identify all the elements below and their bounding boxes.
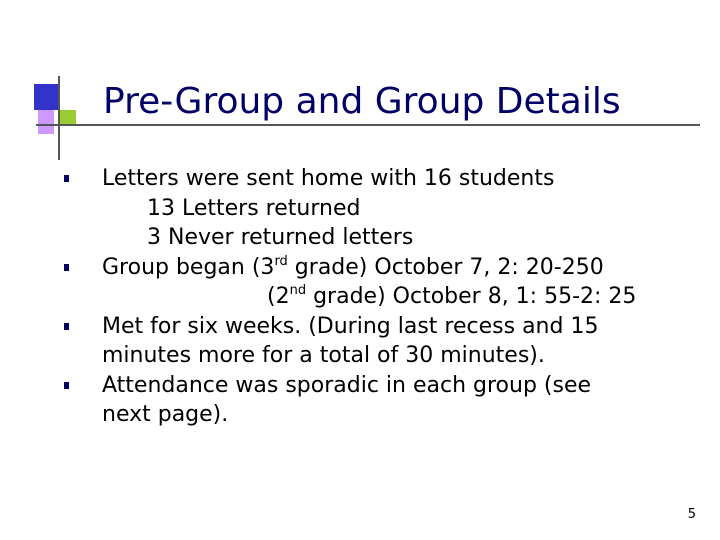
bullet-marker (64, 175, 69, 182)
bullet-text: Met for six weeks. (During last recess and 15 (102, 313, 599, 339)
bullet-item-group-began (64, 253, 704, 312)
superscript: nd (289, 283, 307, 298)
bullet-item-letters (64, 164, 704, 253)
bullet-text: next page). (102, 402, 229, 427)
bullet-text: Letters were sent home with 16 students (102, 166, 555, 191)
text-part: grade) October 8, 1: 55-2: 25 (306, 284, 637, 309)
text-part: Group began (3 (102, 254, 275, 280)
deco-horizontal-line (36, 124, 700, 126)
sub-text: 3 Never returned letters (147, 225, 414, 250)
sub-text: 13 Letters returned (147, 195, 361, 221)
bullet-list (64, 164, 704, 430)
text-part: grade) October 7, 2: 20-250 (287, 254, 604, 280)
deco-blue-square (34, 84, 60, 110)
deco-lavender-square (38, 110, 54, 134)
bullet-item-six-weeks (64, 312, 704, 371)
deco-green-square (60, 110, 76, 126)
text-part: (2 (267, 284, 290, 309)
bullet-text: Attendance was sporadic in each group (see (102, 372, 592, 398)
slide-title: Pre-Group and Group Details (103, 81, 621, 122)
bullet-text-continued (102, 282, 704, 312)
bullet-marker (64, 323, 69, 330)
bullet-marker (64, 264, 69, 271)
bullet-item-attendance (64, 371, 704, 430)
page-number: 5 (687, 507, 696, 522)
deco-vertical-line (58, 76, 60, 160)
superscript: rd (274, 253, 288, 269)
bullet-text (102, 253, 704, 283)
bullet-marker (64, 382, 69, 389)
bullet-text: minutes more for a total of 30 minutes). (102, 343, 545, 368)
